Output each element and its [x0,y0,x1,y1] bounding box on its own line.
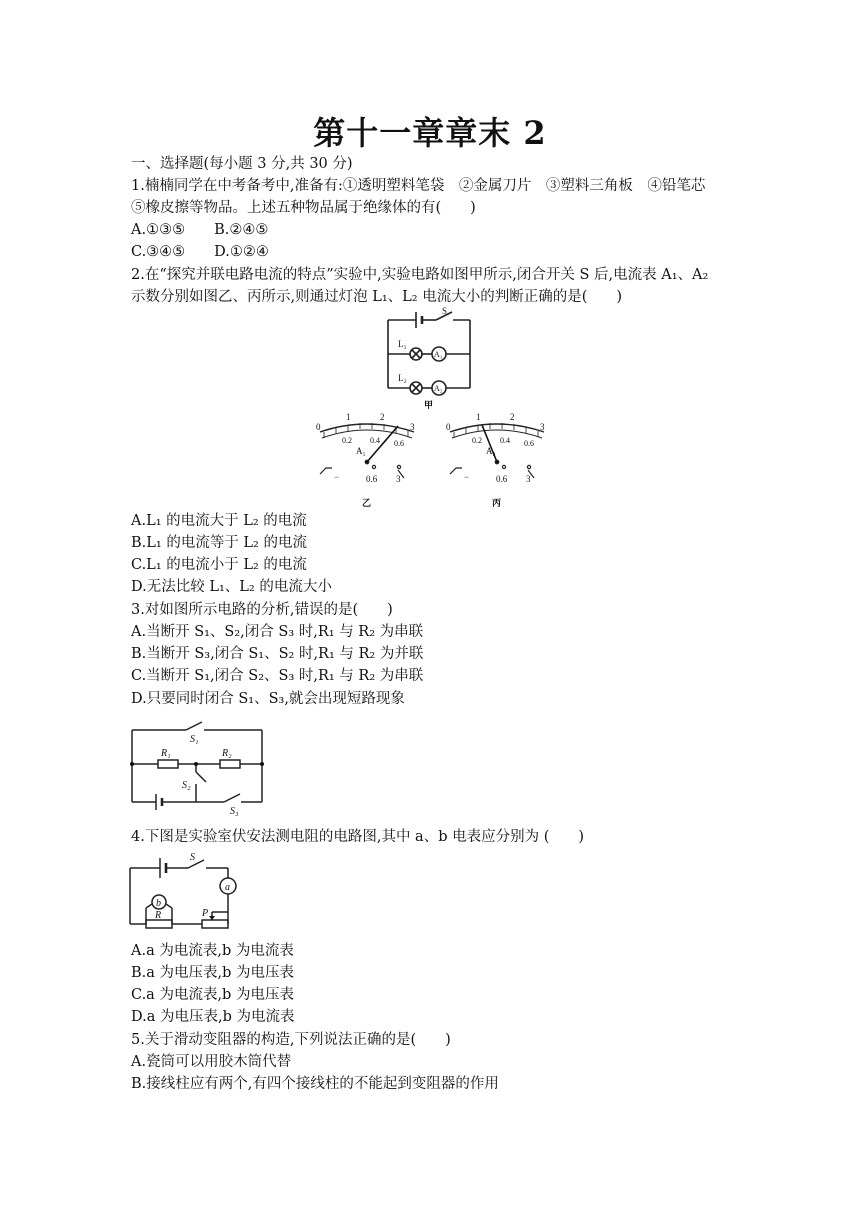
q1-options-cd: C.③④⑤ D.①②④ [131,244,269,260]
q3-fig-r2-label: R₂ [222,748,232,759]
q4-option-c: C.a 为电流表,b 为电压表 [131,987,294,1003]
q2-stem-line2: 示数分别如图乙、丙所示,则通过灯泡 L₁、L₂ 电流大小的判断正确的是( ) [131,289,623,305]
q3-option-d: D.只要同时闭合 S₁、S₃,就会出现短路现象 [131,691,405,707]
q3-fig-s3-label: S₃ [230,806,239,817]
dial-bing-tick-2: 2 [510,412,515,422]
q3-stem: 3.对如图所示电路的分析,错误的是( ) [131,602,393,618]
dial-yi-terminal-06: 0.6 [366,474,378,484]
fig-jia-meter1-label: A₁ [434,350,443,359]
q3-fig-s2-label: S₂ [182,780,191,791]
q4-stem: 4.下图是实验室伏安法测电阻的电路图,其中 a、b 电表应分别为 ( ) [131,829,585,845]
q1-stem-line1: 1.楠楠同学在中考备考中,准备有:①透明塑料笔袋 ②金属刀片 ③塑料三角板 ④铅笔芯 [131,178,706,194]
q4-option-a: A.a 为电流表,b 为电流表 [131,943,294,959]
dial-bing-terminal-minus: − [464,472,470,482]
dial-yi-terminal-3: 3 [396,474,401,484]
q3-option-a: A.当断开 S₁、S₂,闭合 S₃ 时,R₁ 与 R₂ 为串联 [131,624,424,640]
dial-bing-terminal-3: 3 [526,474,531,484]
dial-yi-name: A₁ [356,446,366,456]
page-title: 第十一章章末 2 [313,114,547,152]
q4-fig-p-label: P [202,908,209,919]
q3-fig-s1-label: S₁ [190,734,199,745]
figure-bing-ammeter-dial [442,410,552,510]
figure-jia-parallel-circuit [378,306,478,410]
q5-stem: 5.关于滑动变阻器的构造,下列说法正确的是( ) [131,1032,451,1048]
dial-yi-terminal-minus: − [334,472,340,482]
q2-option-b: B.L₁ 的电流等于 L₂ 的电流 [131,535,307,551]
dial-bing-tick-04: 0.4 [500,436,510,445]
q2-option-c: C.L₁ 的电流小于 L₂ 的电流 [131,557,307,573]
section-heading: 一、选择题(每小题 3 分,共 30 分) [131,156,353,172]
q3-option-b: B.当断开 S₃,闭合 S₁、S₂ 时,R₁ 与 R₂ 为并联 [131,646,424,662]
q2-stem-line1: 2.在“探究并联电路电流的特点”实验中,实验电路如图甲所示,闭合开关 S 后,电流表 A₁、A₂ [131,267,709,283]
q4-fig-s-label: S [190,852,195,863]
figure-q3-circuit [128,718,268,818]
dial-yi-tick-3: 3 [410,422,415,432]
q4-fig-meter-a-label: a [225,882,230,893]
fig-jia-switch-label: S [442,306,448,316]
q4-option-d: D.a 为电压表,b 为电流表 [131,1009,295,1025]
q2-option-a: A.L₁ 的电流大于 L₂ 的电流 [131,513,307,529]
dial-yi-tick-0: 0 [316,422,321,432]
dial-yi-tick-04: 0.4 [370,436,380,445]
dial-yi-tick-2: 2 [380,412,385,422]
q1-stem-line2: ⑤橡皮擦等物品。上述五种物品属于绝缘体的有( ) [131,200,476,216]
q3-fig-r1-label: R₁ [161,748,171,759]
fig-jia-lamp1-label: L₁ [398,339,407,349]
dial-yi-tick-06: 0.6 [394,439,404,448]
q4-option-b: B.a 为电压表,b 为电压表 [131,965,295,981]
q4-fig-r-label: R [155,910,162,921]
dial-bing-tick-06: 0.6 [524,439,534,448]
dial-bing-tick-3: 3 [540,422,545,432]
figure-yi-ammeter-dial [312,410,422,510]
q5-option-a: A.瓷筒可以用胶木筒代替 [131,1054,292,1070]
figure-q4-circuit [126,852,244,936]
q4-fig-meter-b-label: b [156,898,161,909]
dial-yi-tick-1: 1 [346,412,351,422]
dial-bing-tick-0: 0 [446,422,451,432]
fig-jia-lamp2-label: L₂ [398,373,407,383]
q2-option-d: D.无法比较 L₁、L₂ 的电流大小 [131,579,332,595]
dial-yi-caption: 乙 [362,498,372,508]
dial-bing-name: A₂ [486,446,496,456]
dial-bing-caption: 丙 [492,498,502,508]
dial-bing-tick-1: 1 [476,412,481,422]
q1-options-ab: A.①③⑤ B.②④⑤ [131,222,269,238]
fig-jia-caption: 甲 [424,400,434,410]
fig-jia-meter2-label: A₂ [434,384,443,393]
dial-bing-terminal-06: 0.6 [496,474,508,484]
q5-option-b: B.接线柱应有两个,有四个接线柱的不能起到变阻器的作用 [131,1076,499,1092]
dial-bing-tick-02: 0.2 [472,436,482,445]
dial-yi-tick-02: 0.2 [342,436,352,445]
q3-option-c: C.当断开 S₁,闭合 S₂、S₃ 时,R₁ 与 R₂ 为串联 [131,668,424,684]
